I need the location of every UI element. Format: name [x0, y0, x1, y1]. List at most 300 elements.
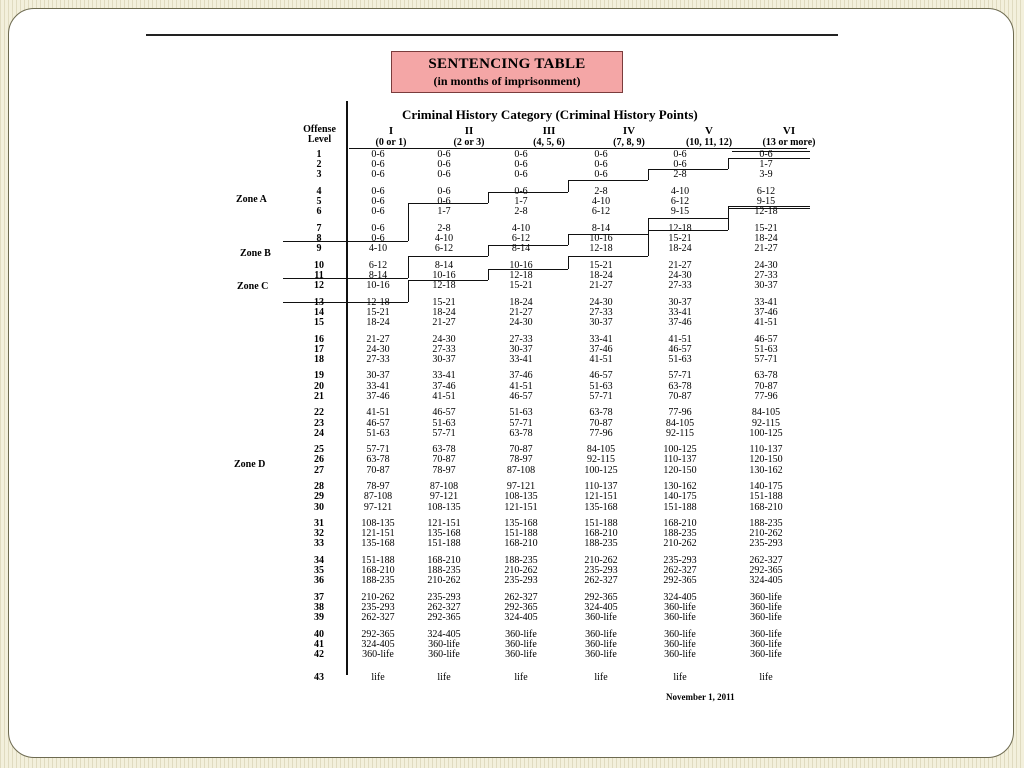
- category-points: (0 or 1): [375, 137, 407, 148]
- sentence-range-cell: 63-78: [668, 380, 692, 392]
- title-box: [391, 51, 623, 93]
- offense-level: 15: [314, 317, 324, 328]
- sentence-range-cell: 9-15: [670, 206, 690, 218]
- category-roman: IV: [622, 125, 636, 137]
- offense-level: 31: [314, 518, 324, 529]
- sentence-range-cell: 360-life: [750, 602, 782, 613]
- sentence-range-cell: 262-327: [361, 612, 395, 624]
- sentence-range-cell: 57-71: [432, 427, 456, 439]
- sentence-range-cell: 151-188: [749, 491, 783, 503]
- sentence-range-cell: 188-235: [749, 518, 783, 529]
- sentence-range-cell: 360-life: [585, 612, 617, 624]
- offense-level: 34: [314, 554, 324, 566]
- sentence-range-cell: 78-97: [366, 481, 390, 493]
- sentence-range-cell: 324-405: [361, 638, 395, 650]
- category-points: (2 or 3): [453, 137, 485, 148]
- sentence-range-cell: 97-121: [363, 501, 393, 513]
- sentence-range-cell: 110-137: [584, 481, 618, 493]
- sentence-range-cell: 4-10: [591, 196, 611, 208]
- sentence-range-cell: 108-135: [427, 501, 461, 513]
- sentence-range-cell: 92-115: [587, 454, 615, 466]
- offense-level: 19: [314, 370, 324, 382]
- offense-level: 37: [314, 591, 324, 603]
- sentence-range-cell: 21-27: [589, 280, 613, 292]
- sentence-range-cell: 57-71: [366, 444, 390, 456]
- sentence-range-cell: 0-6: [594, 149, 608, 160]
- sentence-range-cell: 37-46: [668, 317, 692, 328]
- sentence-range-cell: 63-78: [366, 454, 390, 466]
- category-roman: VI: [782, 125, 796, 137]
- offense-level: 42: [314, 649, 324, 661]
- sentence-range-cell: 21-27: [668, 259, 692, 271]
- offense-level: 29: [314, 491, 324, 503]
- sentence-range-cell: 51-63: [589, 380, 613, 392]
- scan-top-border: [146, 34, 838, 36]
- sentence-range-cell: 121-151: [427, 518, 461, 529]
- table-title: SENTENCING TABLE: [428, 56, 586, 72]
- header-underline: [349, 148, 807, 149]
- sentence-range-cell: 21-27: [366, 333, 390, 345]
- zone-b-c-boundary-3: [408, 256, 488, 257]
- offense-level: 20: [314, 380, 324, 392]
- sentence-range-cell: 27-33: [366, 353, 390, 365]
- sentence-range-cell: 63-78: [589, 407, 613, 419]
- category-points: (10, 11, 12): [685, 137, 733, 148]
- offense-level: 4: [316, 185, 322, 197]
- sentence-range-cell: 18-24: [509, 296, 533, 308]
- sentence-range-cell: 87-108: [429, 481, 459, 493]
- sentence-range-cell: 8-14: [511, 243, 531, 255]
- sentence-range-cell: 0-6: [371, 185, 385, 197]
- sentence-range-cell: 77-96: [589, 427, 613, 439]
- sentence-range-cell: 1-7: [514, 196, 528, 208]
- sentence-range-cell: 21-27: [509, 306, 533, 318]
- sentence-range-cell: 70-87: [754, 380, 778, 392]
- offense-level: 25: [314, 444, 324, 456]
- sentence-range-cell: 0-6: [437, 185, 451, 197]
- category-roman: II: [464, 125, 474, 137]
- sentence-range-cell: 360-life: [428, 638, 460, 650]
- sentence-range-cell: 57-71: [754, 353, 778, 365]
- sentence-range-cell: 2-8: [514, 206, 528, 218]
- offense-level: 24: [314, 427, 324, 439]
- sentence-range-cell: 12-18: [754, 206, 778, 218]
- offense-level: 10: [314, 259, 324, 271]
- sentence-range-cell: 262-327: [663, 565, 697, 577]
- sentence-range-cell: 51-63: [668, 353, 692, 365]
- category-roman: I: [388, 125, 394, 137]
- category-header-iii: [509, 125, 589, 149]
- sentence-range-cell: 24-30: [668, 269, 692, 281]
- sentence-range-cell: 92-115: [752, 417, 780, 429]
- sentence-range-cell: 30-37: [366, 370, 390, 382]
- sentence-range-cell: 84-105: [665, 417, 695, 429]
- sentence-range-cell: 360-life: [505, 638, 537, 650]
- sentence-range-cell: 151-188: [361, 554, 395, 566]
- sentence-range-cell: 135-168: [427, 528, 461, 540]
- category-points: (4, 5, 6): [533, 137, 565, 148]
- sentence-range-cell: 262-327: [584, 575, 618, 587]
- sentence-range-cell: 0-6: [437, 196, 451, 208]
- offense-level: 43: [314, 671, 324, 683]
- sentence-range-cell: 57-71: [589, 390, 613, 402]
- sentence-range-cell: 0-6: [437, 149, 451, 160]
- sentence-range-cell: 360-life: [750, 638, 782, 650]
- sentence-range-cell: 135-168: [504, 518, 538, 529]
- sentence-range-cell: 30-37: [668, 296, 692, 308]
- sentence-range-cell: 18-24: [366, 317, 390, 328]
- sentence-range-cell: 0-6: [371, 196, 385, 208]
- sentence-range-cell: 108-135: [504, 491, 538, 503]
- sentence-range-cell: 51-63: [754, 343, 778, 355]
- sentence-range-cell: 0-6: [514, 149, 528, 160]
- sentence-range-cell: 15-21: [509, 280, 533, 292]
- zone-c-d-boundary-7: [568, 256, 648, 257]
- sentence-range-cell: 210-262: [427, 575, 461, 587]
- sentence-range-cell: 0-6: [371, 222, 385, 234]
- sentence-range-cell: 37-46: [589, 343, 613, 355]
- sentence-range-cell: 24-30: [366, 343, 390, 355]
- sentence-range-cell: 18-24: [668, 243, 692, 255]
- sentence-range-cell: 0-6: [437, 169, 451, 181]
- sentence-range-cell: 78-97: [509, 454, 533, 466]
- sentence-range-cell: 0-6: [673, 159, 687, 171]
- offense-level: 16: [314, 333, 324, 345]
- offense-level: 14: [314, 306, 324, 318]
- sentence-range-cell: 0-6: [514, 185, 528, 197]
- category-points: (13 or more): [762, 137, 816, 148]
- sentence-range-cell: 12-18: [432, 280, 456, 292]
- sentence-range-cell: 210-262: [361, 591, 395, 603]
- sentence-range-cell: 0-6: [437, 159, 451, 171]
- sentence-range-cell: 210-262: [663, 538, 697, 550]
- sentence-range-cell: 21-27: [432, 317, 456, 328]
- sentencing-table-document: [146, 34, 838, 736]
- sentence-range-cell: 46-57: [509, 390, 533, 402]
- sentence-range-cell: 262-327: [504, 591, 538, 603]
- sentence-range-cell: 360-life: [505, 649, 537, 661]
- sentence-range-cell: life: [673, 671, 687, 683]
- sentence-range-cell: 235-293: [584, 565, 618, 577]
- sentence-range-cell: life: [371, 671, 385, 683]
- sentence-range-cell: 262-327: [749, 554, 783, 566]
- sentence-range-cell: 8-14: [368, 269, 388, 281]
- sentence-range-cell: 15-21: [432, 296, 456, 308]
- sentence-range-cell: 27-33: [754, 269, 778, 281]
- sentence-range-cell: 97-121: [429, 491, 459, 503]
- sentence-range-cell: 168-210: [584, 528, 618, 540]
- sentence-range-cell: 63-78: [432, 444, 456, 456]
- sentence-range-cell: 41-51: [589, 353, 613, 365]
- sentence-range-cell: 168-210: [427, 554, 461, 566]
- sentence-range-cell: 0-6: [371, 233, 385, 244]
- sentence-range-cell: 151-188: [584, 518, 618, 529]
- offense-level: 32: [314, 528, 324, 540]
- sentence-range-cell: 30-37: [589, 317, 613, 328]
- offense-level: 35: [314, 565, 324, 577]
- sentence-range-cell: 41-51: [754, 317, 778, 328]
- offense-level: 36: [314, 575, 324, 587]
- sentence-range-cell: 0-6: [594, 169, 608, 181]
- sentence-range-cell: 18-24: [754, 233, 778, 244]
- zone-b-label: Zone B: [240, 248, 271, 259]
- sentence-range-cell: 33-41: [754, 296, 778, 308]
- offense-level: 18: [314, 353, 324, 365]
- sentence-range-cell: 70-87: [668, 390, 692, 402]
- sentence-range-cell: 292-365: [749, 565, 783, 577]
- offense-level: 2: [316, 159, 322, 171]
- sentence-range-cell: 188-235: [584, 538, 618, 550]
- offense-level: 23: [314, 417, 324, 429]
- offense-level-header-line2: Level: [307, 134, 332, 145]
- sentence-range-cell: 6-12: [591, 206, 611, 218]
- sentence-range-cell: 10-16: [509, 259, 533, 271]
- offense-level-header-line1: Offense: [303, 124, 336, 135]
- zone-c-label: Zone C: [237, 281, 269, 292]
- sentence-range-cell: 110-137: [663, 454, 697, 466]
- sentence-range-cell: 84-105: [586, 444, 616, 456]
- zone-b-c-boundary-9: [648, 218, 728, 219]
- sentence-range-cell: 324-405: [427, 628, 461, 640]
- sentence-range-cell: 33-41: [509, 353, 533, 365]
- sentence-range-cell: 262-327: [427, 602, 461, 613]
- sentence-range-cell: life: [594, 671, 608, 683]
- offense-level: 17: [314, 343, 324, 355]
- sentence-range-cell: 0-6: [371, 169, 385, 181]
- category-header-ii: [429, 125, 509, 149]
- sentence-range-cell: 70-87: [366, 464, 390, 476]
- sentence-range-cell: 84-105: [751, 407, 781, 419]
- sentence-range-cell: 110-137: [749, 444, 783, 456]
- sentence-range-cell: 130-162: [749, 464, 783, 476]
- sentence-range-cell: 2-8: [437, 222, 451, 234]
- sentence-range-cell: 51-63: [509, 407, 533, 419]
- sentence-range-cell: 30-37: [754, 280, 778, 292]
- sentence-range-cell: 6-12: [756, 185, 776, 197]
- offense-level: 6: [316, 206, 322, 218]
- sentence-range-cell: 12-18: [509, 269, 533, 281]
- offense-level: 5: [316, 196, 322, 208]
- sentence-range-cell: 292-365: [427, 612, 461, 624]
- effective-date: November 1, 2011: [666, 692, 735, 702]
- sentence-range-cell: 21-27: [754, 243, 778, 255]
- sentence-range-cell: 188-235: [361, 575, 395, 587]
- sentence-range-cell: 130-162: [663, 481, 697, 493]
- sentence-range-cell: 135-168: [584, 501, 618, 513]
- sentence-range-cell: 235-293: [504, 575, 538, 587]
- table-subtitle: (in months of imprisonment): [433, 74, 581, 88]
- sentence-range-cell: 108-135: [361, 518, 395, 529]
- category-header-i: [351, 125, 431, 149]
- sentence-range-cell: 324-405: [749, 575, 783, 587]
- sentence-range-cell: 33-41: [589, 333, 613, 345]
- sentence-range-cell: 30-37: [432, 353, 456, 365]
- sentence-range-cell: 6-12: [511, 233, 531, 244]
- sentence-range-cell: 360-life: [750, 649, 782, 661]
- sentence-range-cell: 24-30: [754, 259, 778, 271]
- sentence-range-cell: 1-7: [437, 206, 451, 218]
- sentence-range-cell: 360-life: [505, 628, 537, 640]
- offense-level: 27: [314, 464, 324, 476]
- offense-level: 21: [314, 390, 324, 402]
- offense-level-header: [292, 125, 347, 145]
- category-title: Criminal History Category (Criminal History Points): [402, 107, 698, 122]
- category-roman: III: [542, 125, 556, 137]
- sentence-range-cell: 2-8: [673, 169, 687, 181]
- sentence-range-cell: 6-12: [670, 196, 690, 208]
- sentence-range-cell: 9-15: [756, 196, 776, 208]
- sentence-range-cell: 27-33: [432, 343, 456, 355]
- sentence-range-cell: 360-life: [750, 591, 782, 603]
- sentence-range-cell: 8-14: [434, 259, 454, 271]
- category-header-vi: [749, 125, 829, 149]
- offense-level: 8: [316, 233, 322, 244]
- sentence-range-cell: 168-210: [504, 538, 538, 550]
- sentence-range-cell: 360-life: [664, 612, 696, 624]
- sentence-range-cell: 188-235: [504, 554, 538, 566]
- sentence-range-cell: 235-293: [361, 602, 395, 613]
- sentence-range-cell: 0-6: [371, 149, 385, 160]
- sentence-range-cell: 63-78: [754, 370, 778, 382]
- sentence-range-cell: 24-30: [589, 296, 613, 308]
- sentence-range-cell: 41-51: [432, 390, 456, 402]
- sentence-range-cell: 235-293: [749, 538, 783, 550]
- sentence-range-cell: 360-life: [664, 649, 696, 661]
- sentence-range-cell: 8-14: [591, 222, 611, 234]
- sentence-range-cell: 33-41: [668, 306, 692, 318]
- sentence-range-cell: 324-405: [663, 591, 697, 603]
- sentence-range-cell: 15-21: [754, 222, 778, 234]
- sentence-range-cell: 46-57: [366, 417, 390, 429]
- offense-level: 39: [314, 612, 324, 624]
- sentence-range-cell: 210-262: [584, 554, 618, 566]
- sentence-range-cell: 100-125: [749, 427, 783, 439]
- sentence-range-cell: 70-87: [509, 444, 533, 456]
- sentence-range-cell: 292-365: [584, 591, 618, 603]
- sentence-range-cell: 168-210: [663, 518, 697, 529]
- sentence-range-cell: 324-405: [504, 612, 538, 624]
- sentence-range-cell: 324-405: [584, 602, 618, 613]
- sentence-range-cell: 360-life: [664, 602, 696, 613]
- offense-level: 7: [316, 222, 322, 234]
- sentence-range-cell: 27-33: [668, 280, 692, 292]
- offense-level: 28: [314, 481, 324, 493]
- sentence-range-cell: 33-41: [366, 380, 390, 392]
- sentence-range-cell: 87-108: [363, 491, 393, 503]
- sentence-range-cell: 140-175: [749, 481, 783, 493]
- sentence-range-cell: 41-51: [668, 333, 692, 345]
- sentence-range-cell: 51-63: [432, 417, 456, 429]
- sentence-range-cell: 12-18: [668, 222, 692, 234]
- sentence-range-cell: 41-51: [509, 380, 533, 392]
- offense-level: 13: [314, 296, 324, 308]
- sentence-range-cell: 120-150: [663, 464, 697, 476]
- sentence-range-cell: 12-18: [589, 243, 613, 255]
- sentence-range-cell: 4-10: [434, 233, 454, 244]
- sentence-range-cell: 46-57: [668, 343, 692, 355]
- sentence-range-cell: 235-293: [663, 554, 697, 566]
- sentence-range-cell: 33-41: [432, 370, 456, 382]
- sentence-range-cell: 120-150: [749, 454, 783, 466]
- sentence-range-cell: 97-121: [506, 481, 536, 493]
- sentence-range-cell: 151-188: [663, 501, 697, 513]
- sentence-range-cell: 57-71: [668, 370, 692, 382]
- sentence-range-cell: 10-16: [589, 233, 613, 244]
- sentence-range-cell: 168-210: [749, 501, 783, 513]
- sentence-range-cell: life: [437, 671, 451, 683]
- sentence-range-cell: 41-51: [366, 407, 390, 419]
- sentence-range-cell: 360-life: [750, 628, 782, 640]
- sentence-range-cell: 70-87: [589, 417, 613, 429]
- sentence-range-cell: 24-30: [432, 333, 456, 345]
- offense-level: 30: [314, 501, 324, 513]
- sentence-range-cell: 57-71: [509, 417, 533, 429]
- offense-level: 1: [316, 149, 322, 160]
- sentence-range-cell: 292-365: [663, 575, 697, 587]
- sentence-range-cell: 0-6: [673, 149, 687, 160]
- sentence-range-cell: 6-12: [434, 243, 454, 255]
- sentence-range-cell: 46-57: [432, 407, 456, 419]
- sentence-range-cell: life: [759, 671, 773, 683]
- sentence-range-cell: 27-33: [509, 333, 533, 345]
- category-points: (7, 8, 9): [613, 137, 645, 148]
- offense-level: 26: [314, 454, 324, 466]
- zone-a-label: Zone A: [236, 194, 267, 205]
- sentence-range-cell: 360-life: [750, 612, 782, 624]
- offense-level: 11: [314, 269, 324, 281]
- sentence-range-cell: 210-262: [504, 565, 538, 577]
- sentence-range-cell: 168-210: [361, 565, 395, 577]
- sentence-range-cell: 360-life: [362, 649, 394, 661]
- sentence-range-cell: 2-8: [594, 185, 608, 197]
- sentence-range-cell: 0-6: [594, 159, 608, 171]
- sentence-range-cell: 77-96: [754, 390, 778, 402]
- zone-d-label: Zone D: [234, 459, 266, 470]
- sentence-range-cell: 151-188: [427, 538, 461, 550]
- sentence-range-cell: 360-life: [585, 649, 617, 661]
- sentence-range-cell: 6-12: [368, 259, 388, 271]
- sentence-range-cell: 92-115: [666, 427, 694, 439]
- sentence-range-cell: 121-151: [584, 491, 618, 503]
- sentence-range-cell: 3-9: [759, 169, 773, 181]
- sentence-range-cell: 12-18: [366, 296, 390, 308]
- sentence-range-cell: 46-57: [589, 370, 613, 382]
- sentence-range-cell: 37-46: [366, 390, 390, 402]
- sentence-range-cell: 18-24: [589, 269, 613, 281]
- sentence-range-cell: 360-life: [585, 628, 617, 640]
- sentence-range-cell: 360-life: [664, 628, 696, 640]
- sentence-range-cell: 51-63: [366, 427, 390, 439]
- sentence-range-cell: 188-235: [427, 565, 461, 577]
- offense-level: 33: [314, 538, 324, 550]
- sentence-range-cell: 15-21: [668, 233, 692, 244]
- sentence-range-cell: 70-87: [432, 454, 456, 466]
- sentence-range-cell: 121-151: [361, 528, 395, 540]
- sentence-range-cell: 121-151: [504, 501, 538, 513]
- sentence-range-cell: 292-365: [504, 602, 538, 613]
- sentence-range-cell: 100-125: [584, 464, 618, 476]
- sentence-range-cell: 235-293: [427, 591, 461, 603]
- sentence-range-cell: 4-10: [511, 222, 531, 234]
- sentence-range-cell: 46-57: [754, 333, 778, 345]
- sentence-range-cell: 0-6: [371, 206, 385, 218]
- sentence-range-cell: 151-188: [504, 528, 538, 540]
- sentence-range-cell: 10-16: [366, 280, 390, 292]
- sentence-range-cell: 292-365: [361, 628, 395, 640]
- sentence-range-cell: 27-33: [589, 306, 613, 318]
- category-roman: V: [705, 125, 713, 137]
- sentence-range-cell: 135-168: [361, 538, 395, 550]
